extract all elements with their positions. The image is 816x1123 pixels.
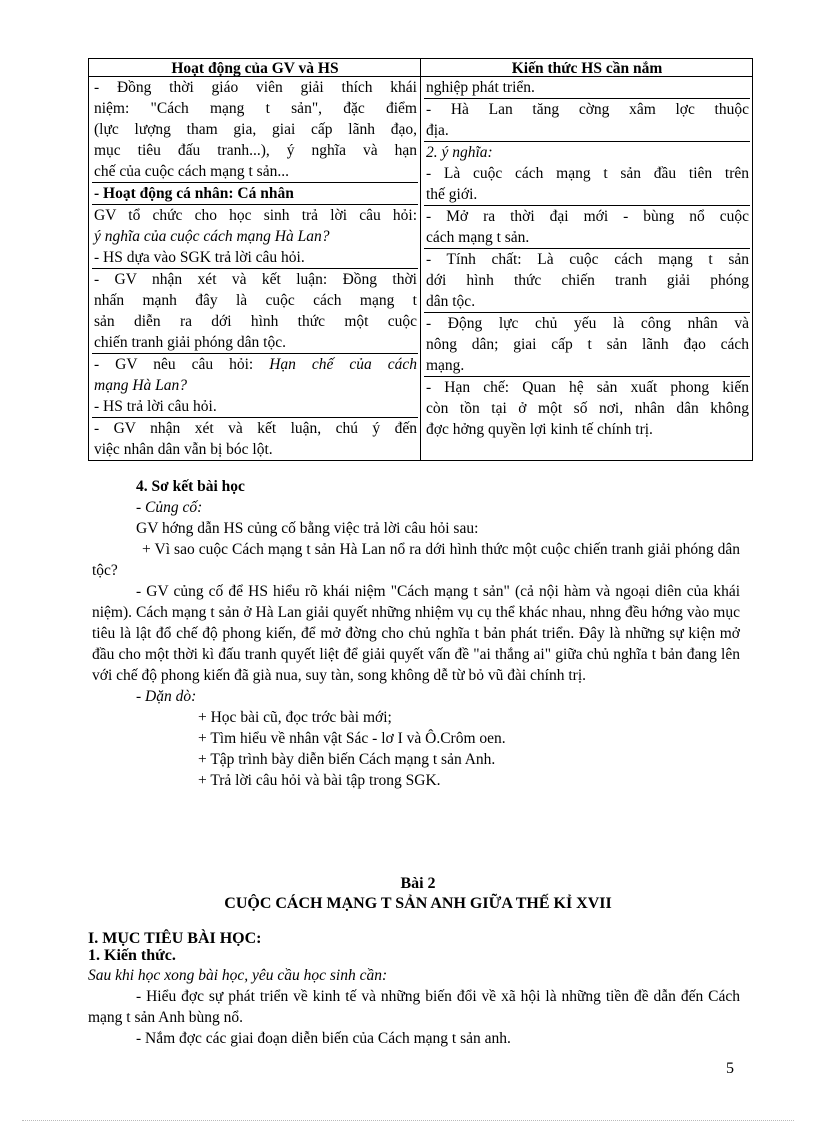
table-cell-line: địa. [424, 120, 750, 142]
header-teacher-student-activity: Hoạt động của GV và HS [89, 59, 421, 77]
task-item: + Trả lời câu hỏi và bài tập trong SGK. [198, 772, 441, 789]
task-item: + Tập trình bày diễn biến Cách mạng t sản Anh. [198, 751, 496, 768]
table-cell-line: mục tiêu đấu tranh...), ý nghĩa và hạn [94, 142, 417, 159]
cungco-label: - Củng cố: [136, 499, 203, 516]
lesson-number: Bài 2 [400, 875, 436, 892]
table-cell-line: còn tồn tại ở một số nơi, nhân dân không [426, 400, 749, 417]
table-cell-line: (lực lượng tham gia, giai cấp lãnh đạo, [94, 121, 417, 138]
summary-heading: 4. Sơ kết bài học [136, 478, 245, 495]
table-cell-line: - Mở ra thời đại mới - bùng nổ cuộc [426, 208, 749, 225]
table-cell-line: - Hạn chế: Quan hệ sản xuất phong kiến [426, 379, 749, 396]
table-body-row [89, 77, 753, 461]
objectives-intro: Sau khi học xong bài học, yêu cầu học sinh cần: [88, 967, 388, 984]
table-cell-line: nhấn mạnh đây là cuộc cách mạng t [94, 292, 417, 309]
objectives-heading: I. MỤC TIÊU BÀI HỌC: [88, 930, 262, 947]
table-cell-line: - GV nhận xét và kết luận: Đồng thời [94, 271, 417, 288]
table-cell-line: - GV nhận xét và kết luận, chú ý đến [94, 420, 417, 437]
summary-paragraph-3: - GV củng cố để HS hiểu rõ khái niệm "Cách mạng t sản" (cả nội hàm và ngoại diên của khái niệm). Cách mạng t sản ở Hà Lan giải quyết những nhiệm vụ cụ thể khác nhau, nhng đều hớng vào mục tiêu là lật đổ chế độ phong kiến, để mở đờng cho chủ nghĩa t bản phát triển. Đây là những sự kiện mở đầu cho một thời kì đấu tranh quyết liệt để giải quyết vấn đề "ai thắng ai" giữa chủ nghĩa t bản đang lên với chế độ phong kiến đã già nua, suy tàn, song không dễ từ bỏ vũ đài chính trị. [92, 583, 740, 684]
table-cell-line: thế giới. [424, 184, 750, 206]
table-cell-line: đợc hởng quyền lợi kinh tế chính trị. [426, 421, 653, 438]
table-cell-line: dới hình thức chiến tranh giải phóng [426, 272, 749, 289]
table-cell-line: mạng Hà Lan? [94, 377, 188, 394]
question-text: Hạn chế của cách [269, 356, 417, 373]
table-cell-line: ý nghĩa của cuộc cách mạng Hà Lan? [94, 228, 330, 245]
page-number: 5 [726, 1060, 734, 1077]
question-prefix: - GV nêu câu hỏi: [94, 356, 270, 373]
summary-paragraph-2: + Vì sao cuộc Cách mạng t sản Hà Lan nổ ra dới hình thức một cuộc chiến tranh giải phóng dân tộc? [92, 541, 740, 579]
dando-label: - Dặn dò: [136, 688, 197, 705]
task-item: + Tìm hiểu về nhân vật Sác - lơ I và Ô.Crôm oen. [198, 730, 506, 747]
objective-item: - Hiểu đợc sự phát triển về kinh tế và những biến đổi về xã hội là những tiền đề dẫn đến Cách mạng t sản Anh bùng nổ. [88, 988, 740, 1026]
activity-cell [89, 77, 421, 461]
table-cell-line: - Đồng thời giáo viên giải thích khái [94, 79, 417, 96]
table-cell-line: nông dân; giai cấp t sản lãnh đạo cách [426, 336, 749, 353]
table-cell-line: - Hà Lan tăng cờng xâm lợc thuộc [426, 101, 749, 118]
table-cell-line: - Hoạt động cá nhân: Cá nhân [92, 183, 418, 205]
task-item: + Học bài cũ, đọc trớc bài mới; [198, 709, 392, 726]
summary-paragraph-1: GV hớng dẫn HS củng cố bằng việc trả lời câu hỏi sau: [136, 520, 479, 537]
table-cell-line: việc nhân dân vẫn bị bóc lột. [94, 441, 273, 458]
table-cell-line: niệm: "Cách mạng t sản", đặc điểm [94, 100, 417, 117]
table-cell-line: chiến tranh giải phóng dân tộc. [92, 332, 418, 354]
page-bottom-divider [22, 1120, 794, 1121]
summary-section [92, 476, 740, 791]
objective-item: - Nắm đợc các giai đoạn diễn biến của Cách mạng t sản anh. [136, 1030, 511, 1047]
table-cell-line: dân tộc. [424, 291, 750, 313]
lesson-activity-table [88, 58, 753, 461]
table-cell-line: - HS dựa vào SGK trả lời câu hỏi. [92, 247, 418, 269]
objectives-subheading: 1. Kiến thức. [88, 947, 176, 964]
table-cell-line [92, 354, 418, 375]
knowledge-cell [421, 77, 753, 461]
table-cell-line: nghiệp phát triển. [424, 77, 750, 99]
header-knowledge: Kiến thức HS cần nắm [421, 59, 753, 77]
table-header-row [89, 59, 753, 77]
table-cell-line: cách mạng t sản. [424, 227, 750, 249]
table-cell-line: sản diễn ra dới hình thức một cuộc [94, 313, 417, 330]
table-cell-line: - Tính chất: Là cuộc cách mạng t sản [426, 251, 749, 268]
table-cell-line: - HS trả lời câu hỏi. [92, 396, 418, 418]
table-cell-line: chế của cuộc cách mạng t sản... [92, 161, 418, 183]
table-cell-line: 2. ý nghĩa: [426, 144, 493, 161]
table-cell-line: - Là cuộc cách mạng t sản đầu tiên trên [426, 165, 749, 182]
table-cell-line: mạng. [424, 355, 750, 377]
lesson-title: CUỘC CÁCH MẠNG T SẢN ANH GIỮA THẾ KỈ XVII [224, 895, 612, 912]
table-cell-line: GV tổ chức cho học sinh trả lời câu hỏi: [94, 207, 417, 224]
table-cell-line: - Động lực chủ yếu là công nhân và [426, 315, 749, 332]
objectives-section [88, 930, 740, 1049]
